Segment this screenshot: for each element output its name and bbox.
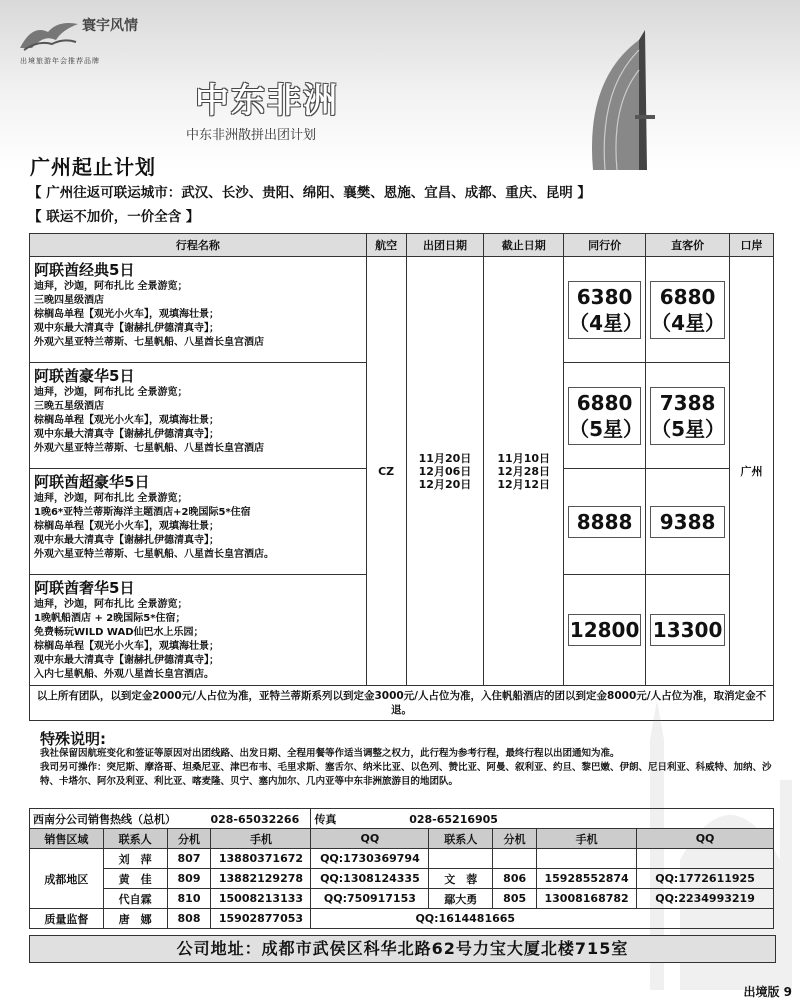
peer-price-box <box>568 614 641 646</box>
peer-price: 6880 <box>576 390 633 415</box>
itinerary-table <box>29 233 774 721</box>
peer-price: 8888 <box>576 509 633 534</box>
contact-qq-2 <box>637 849 774 869</box>
special-note-2: 我司另可操作：突尼斯、摩洛哥、坦桑尼亚、津巴布韦、毛里求斯、塞舌尔、纳米比亚、以色列、赞比亚、阿曼、叙利亚、约旦、黎巴嫩、伊朗、尼日利亚、科威特、加纳、沙特、卡塔尔、阿尔及利亚、利比亚、喀麦隆、贝宁、塞内加尔、几内亚等中东非洲旅游目的地团队。 <box>40 762 772 787</box>
retail-price-note: （4星） <box>651 310 726 335</box>
itinerary-line: 棕榈岛单程【观光小火车】，观填海壮景； <box>34 521 219 532</box>
peer-price-box <box>568 387 644 445</box>
fax-cell <box>311 809 774 829</box>
itinerary-line: 外观六星亚特兰蒂斯、七星帆船、八星酋长皇宫酒店 <box>34 443 264 454</box>
itinerary-line: 外观六星亚特兰蒂斯、七星帆船、八星酋长皇宫酒店 <box>34 337 264 348</box>
peer-price-box <box>568 281 644 339</box>
contact-ext-2: 806 <box>493 869 537 889</box>
peer-price-note: （5星） <box>569 416 644 441</box>
itinerary-line: 迪拜，沙迦，阿布扎比 全景游览； <box>34 281 188 292</box>
header-airline: 航空 <box>366 234 406 257</box>
contact-ext: 807 <box>167 849 211 869</box>
contact-name-2: 文 蓉 <box>429 869 493 889</box>
contact-name-2: 鄢大勇 <box>429 889 493 909</box>
contact-header: 手机 <box>211 829 311 849</box>
page-footer: 出境版 9 <box>743 985 792 999</box>
contact-name: 刘 萍 <box>103 849 167 869</box>
depart-date: 11月20日 <box>418 451 472 465</box>
peer-price: 12800 <box>569 618 640 642</box>
logo <box>18 14 158 66</box>
hotline-number: 028-65032266 <box>210 812 300 826</box>
contact-row <box>30 889 774 909</box>
contact-header: 手机 <box>537 829 637 849</box>
quality-ext: 808 <box>167 909 211 929</box>
itinerary-line: 棕榈岛单程【观光小火车】，观填海壮景； <box>34 641 219 652</box>
contact-header: 联系人 <box>103 829 167 849</box>
burj-al-arab-icon <box>575 20 675 170</box>
itinerary-name: 阿联酋超豪华5日 <box>34 473 150 491</box>
retail-price-box <box>650 281 725 339</box>
contact-name-2 <box>429 849 493 869</box>
quality-row <box>30 909 774 929</box>
contact-header: 分机 <box>167 829 211 849</box>
cutoff-date: 11月10日 <box>497 451 551 465</box>
logo-name: 寰宇风情 <box>82 18 138 34</box>
itinerary-line: 迪拜，沙迦，阿布扎比 全景游览； <box>34 387 188 398</box>
peer-price-cell <box>564 257 646 363</box>
hotline-label: 西南分公司销售热线（总机） <box>33 812 176 826</box>
itinerary-cell <box>30 575 367 686</box>
contact-qq-2: QQ:1772611925 <box>637 869 774 889</box>
itinerary-line: 观中东最大清真寺【谢赫扎伊德清真寺】； <box>34 655 219 666</box>
header-itinerary: 行程名称 <box>30 234 367 257</box>
itinerary-name: 阿联酋奢华5日 <box>34 579 135 597</box>
itinerary-name: 阿联酋豪华5日 <box>34 367 135 385</box>
page-title: 中东非洲 <box>195 81 339 121</box>
itinerary-cell <box>30 257 367 363</box>
company-address: 公司地址：成都市武侯区科华北路62号力宝大厦北楼715室 <box>29 935 776 963</box>
logo-wing-icon <box>18 18 80 54</box>
port-cell: 广州 <box>730 257 774 686</box>
depart-date: 12月20日 <box>418 477 472 491</box>
contact-header: QQ <box>637 829 774 849</box>
airline-cell: CZ <box>366 257 406 686</box>
contact-mobile: 13882129278 <box>211 869 311 889</box>
contact-ext: 810 <box>167 889 211 909</box>
hotline-cell <box>30 809 311 829</box>
route-title: 广州起止计划 <box>30 155 156 179</box>
price-note: 【 联运不加价，一价全含 】 <box>28 209 200 225</box>
itinerary-cell <box>30 363 367 469</box>
contact-header-row <box>30 829 774 849</box>
header-depart: 出团日期 <box>406 234 484 257</box>
contact-ext: 809 <box>167 869 211 889</box>
itinerary-line: 外观六星亚特兰蒂斯、七星帆船、八星酋长皇宫酒店。 <box>34 549 274 560</box>
contact-qq: QQ:750917153 <box>311 889 429 909</box>
retail-price: 13300 <box>652 618 723 642</box>
contact-mobile: 15008213133 <box>211 889 311 909</box>
contact-qq-2: QQ:2234993219 <box>637 889 774 909</box>
itinerary-line: 入内七星帆船、外观八星酋长皇宫酒店。 <box>34 669 214 680</box>
header-retail-price: 直客价 <box>646 234 730 257</box>
retail-price-cell <box>646 363 730 469</box>
contact-header: 销售区域 <box>30 829 104 849</box>
itinerary-line: 观中东最大清真寺【谢赫扎伊德清真寺】； <box>34 429 219 440</box>
quality-name: 唐 娜 <box>103 909 167 929</box>
itinerary-line: 免费畅玩WILD WAD仙巴水上乐园； <box>34 627 204 638</box>
cutoff-date: 12月12日 <box>497 477 551 491</box>
contact-header: QQ <box>311 829 429 849</box>
itinerary-name: 阿联酋经典5日 <box>34 261 135 279</box>
contact-mobile-2: 15928552874 <box>537 869 637 889</box>
retail-price-box <box>650 506 725 538</box>
depart-dates-cell <box>406 257 484 686</box>
peer-price-cell <box>564 363 646 469</box>
quality-qq: QQ:1614481665 <box>311 909 774 929</box>
contact-mobile-2 <box>537 849 637 869</box>
retail-price: 9388 <box>659 509 716 534</box>
contact-mobile: 13880371672 <box>211 849 311 869</box>
itinerary-line: 棕榈岛单程【观光小火车】，观填海壮景； <box>34 309 219 320</box>
contact-mobile-2: 13008168782 <box>537 889 637 909</box>
retail-price-box <box>650 614 725 646</box>
contact-header: 联系人 <box>429 829 493 849</box>
contact-ext-2 <box>493 849 537 869</box>
itinerary-cell <box>30 469 367 575</box>
contact-header: 分机 <box>493 829 537 849</box>
peer-price-cell <box>564 469 646 575</box>
itinerary-line: 1晚帆船酒店 + 2晚国际5*住宿； <box>34 613 186 624</box>
table-header-row <box>30 234 774 257</box>
header-cutoff: 截止日期 <box>484 234 564 257</box>
special-notes-title: 特殊说明: <box>40 730 106 748</box>
cutoff-dates-cell <box>484 257 564 686</box>
contact-ext-2: 805 <box>493 889 537 909</box>
itinerary-line: 观中东最大清真寺【谢赫扎伊德清真寺】； <box>34 323 219 334</box>
contact-row <box>30 849 774 869</box>
retail-price: 7388 <box>659 390 716 415</box>
itinerary-line: 迪拜，沙迦，阿布扎比 全景游览； <box>34 493 188 504</box>
header-peer-price: 同行价 <box>564 234 646 257</box>
hotline-row <box>30 809 774 829</box>
contact-table <box>29 808 774 929</box>
contact-qq: QQ:1730369794 <box>311 849 429 869</box>
peer-price-box <box>568 506 641 538</box>
contact-row <box>30 869 774 889</box>
contact-name: 黄 佳 <box>103 869 167 889</box>
peer-price: 6380 <box>576 284 633 309</box>
header-port: 口岸 <box>730 234 774 257</box>
region-cell: 成都地区 <box>30 849 104 909</box>
contact-qq: QQ:1308124335 <box>311 869 429 889</box>
quality-mobile: 15902877053 <box>211 909 311 929</box>
retail-price-note: （5星） <box>651 416 726 441</box>
connecting-cities: 【 广州往返可联运城市：武汉、长沙、贵阳、绵阳、襄樊、恩施、宜昌、成都、重庆、昆明 】 <box>28 185 591 201</box>
cutoff-date: 12月28日 <box>497 464 551 478</box>
fax-label: 传真 <box>314 812 337 826</box>
fax-number: 028-65216905 <box>409 812 498 826</box>
itinerary-line: 观中东最大清真寺【谢赫扎伊德清真寺】； <box>34 535 219 546</box>
itinerary-line: 三晚五星级酒店 <box>34 401 104 412</box>
retail-price-cell <box>646 469 730 575</box>
logo-subtitle: 出境旅游年会推荐品牌 <box>20 57 100 65</box>
itinerary-line: 棕榈岛单程【观光小火车】，观填海壮景； <box>34 415 219 426</box>
retail-price-box <box>650 387 725 445</box>
peer-price-note: （4星） <box>569 310 644 335</box>
retail-price: 6880 <box>659 284 716 309</box>
deposit-notice: 以上所有团队，以到定金2000元/人占位为准，亚特兰蒂斯系列以到定金3000元/人占位为准，入住帆船酒店的团以到定金8000元/人占位为准，取消定金不退。 <box>30 686 774 721</box>
itinerary-line: 三晚四星级酒店 <box>34 295 104 306</box>
itinerary-line: 迪拜，沙迦，阿布扎比 全景游览； <box>34 599 188 610</box>
quality-label: 质量监督 <box>30 909 104 929</box>
table-row <box>30 257 774 363</box>
depart-date: 12月06日 <box>418 464 472 478</box>
special-note-1: 我社保留因航班变化和签证等原因对出团线路、出发日期、全程用餐等作适当调整之权力，此行程为参考行程，最终行程以出团通知为准。 <box>40 748 620 759</box>
page-subtitle: 中东非洲散拼出团计划 <box>186 128 317 143</box>
contact-name: 代自霖 <box>103 889 167 909</box>
itinerary-line: 1晚6*亚特兰蒂斯海洋主题酒店+2晚国际5*住宿 <box>34 507 251 518</box>
retail-price-cell <box>646 257 730 363</box>
